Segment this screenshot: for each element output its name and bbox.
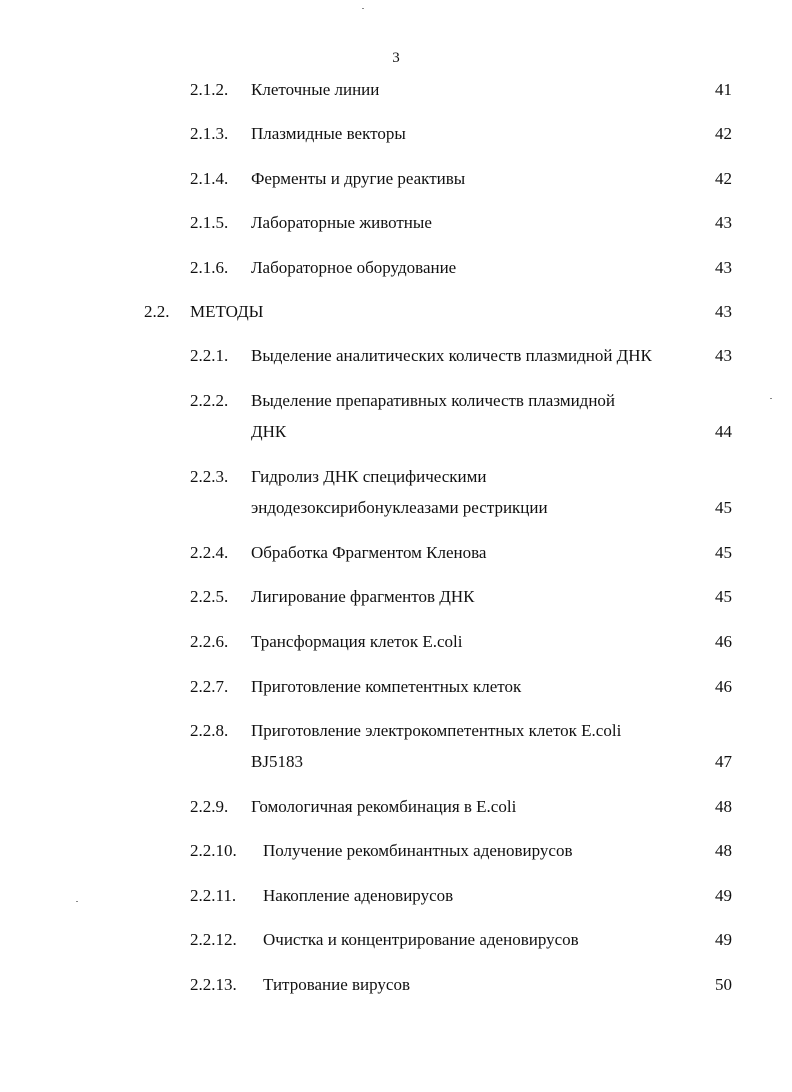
- entry-page: 43: [715, 346, 732, 365]
- entry-title-continuation: ДНК: [251, 422, 287, 441]
- entry-title: Получение рекомбинантных аденовирусов: [263, 841, 573, 860]
- entry-number: 2.1.4.: [190, 169, 229, 188]
- entry-page: 45: [715, 543, 732, 562]
- entry-page: 45: [715, 498, 732, 517]
- entry-number: 2.2.1.: [190, 346, 229, 365]
- entry-title: Приготовление электрокомпетентных клеток E.coli: [251, 721, 622, 740]
- entry-page: 48: [715, 841, 732, 860]
- entry-page: 44: [715, 422, 732, 441]
- entry-title: Гидролиз ДНК специфическими: [251, 467, 487, 486]
- entry-title: Обработка Фрагментом Кленова: [251, 543, 487, 562]
- entry-title: Очистка и концентрирование аденовирусов: [263, 930, 579, 949]
- entry-title: Гомологичная рекомбинация в E.coli: [251, 797, 517, 816]
- entry-page: 43: [715, 213, 732, 232]
- entry-page: 46: [715, 677, 732, 696]
- entry-number: 2.2.8.: [190, 721, 229, 740]
- entry-title: Выделение аналитических количеств плазмидной ДНК: [251, 346, 652, 365]
- scan-speck: [76, 901, 78, 902]
- entry-page: 42: [715, 169, 732, 188]
- section-number: 2.2.: [144, 302, 170, 321]
- entry-number: 2.2.10.: [190, 841, 237, 860]
- section-title: МЕТОДЫ: [190, 302, 264, 321]
- entry-title: Лабораторные животные: [251, 213, 432, 232]
- entry-number: 2.2.9.: [190, 797, 229, 816]
- entry-page: 42: [715, 124, 732, 143]
- entry-title: Накопление аденовирусов: [263, 886, 454, 905]
- entry-number: 2.2.3.: [190, 467, 229, 486]
- scan-speck: [770, 398, 772, 399]
- entry-title: Лабораторное оборудование: [251, 258, 457, 277]
- entry-number: 2.2.12.: [190, 930, 237, 949]
- entry-page: 48: [715, 797, 732, 816]
- entry-number: 2.1.5.: [190, 213, 229, 232]
- entry-number: 2.2.13.: [190, 975, 237, 994]
- entry-title-continuation: эндодезоксирибонуклеазами рестрикции: [251, 498, 548, 517]
- scan-speck: [362, 8, 364, 9]
- entry-page: 41: [715, 80, 732, 99]
- page-number: 3: [392, 50, 400, 66]
- entry-number: 2.1.6.: [190, 258, 229, 277]
- entry-number: 2.2.5.: [190, 587, 229, 606]
- entry-number: 2.1.3.: [190, 124, 229, 143]
- entry-page: 49: [715, 886, 732, 905]
- entry-title: Клеточные линии: [251, 80, 380, 99]
- entry-number: 2.2.2.: [190, 391, 229, 410]
- entry-title: Выделение препаративных количеств плазмидной: [251, 391, 616, 410]
- entry-number: 2.2.6.: [190, 632, 229, 651]
- section-page: 43: [715, 302, 732, 321]
- entry-number: 2.1.2.: [190, 80, 229, 99]
- entry-number: 2.2.11.: [190, 886, 237, 905]
- entry-title: Титрование вирусов: [263, 975, 411, 994]
- entry-title: Лигирование фрагментов ДНК: [251, 587, 475, 606]
- entry-number: 2.2.4.: [190, 543, 229, 562]
- entry-page: 47: [715, 752, 732, 771]
- entry-title: Плазмидные векторы: [251, 124, 406, 143]
- entry-title: Трансформация клеток E.coli: [251, 632, 463, 651]
- entry-page: 43: [715, 258, 732, 277]
- entry-title-continuation: BJ5183: [251, 752, 303, 771]
- entry-page: 50: [715, 975, 732, 994]
- entry-page: 45: [715, 587, 732, 606]
- entry-page: 49: [715, 930, 732, 949]
- entry-page: 46: [715, 632, 732, 651]
- entry-number: 2.2.7.: [190, 677, 229, 696]
- entry-title: Ферменты и другие реактивы: [251, 169, 466, 188]
- entry-title: Приготовление компетентных клеток: [251, 677, 522, 696]
